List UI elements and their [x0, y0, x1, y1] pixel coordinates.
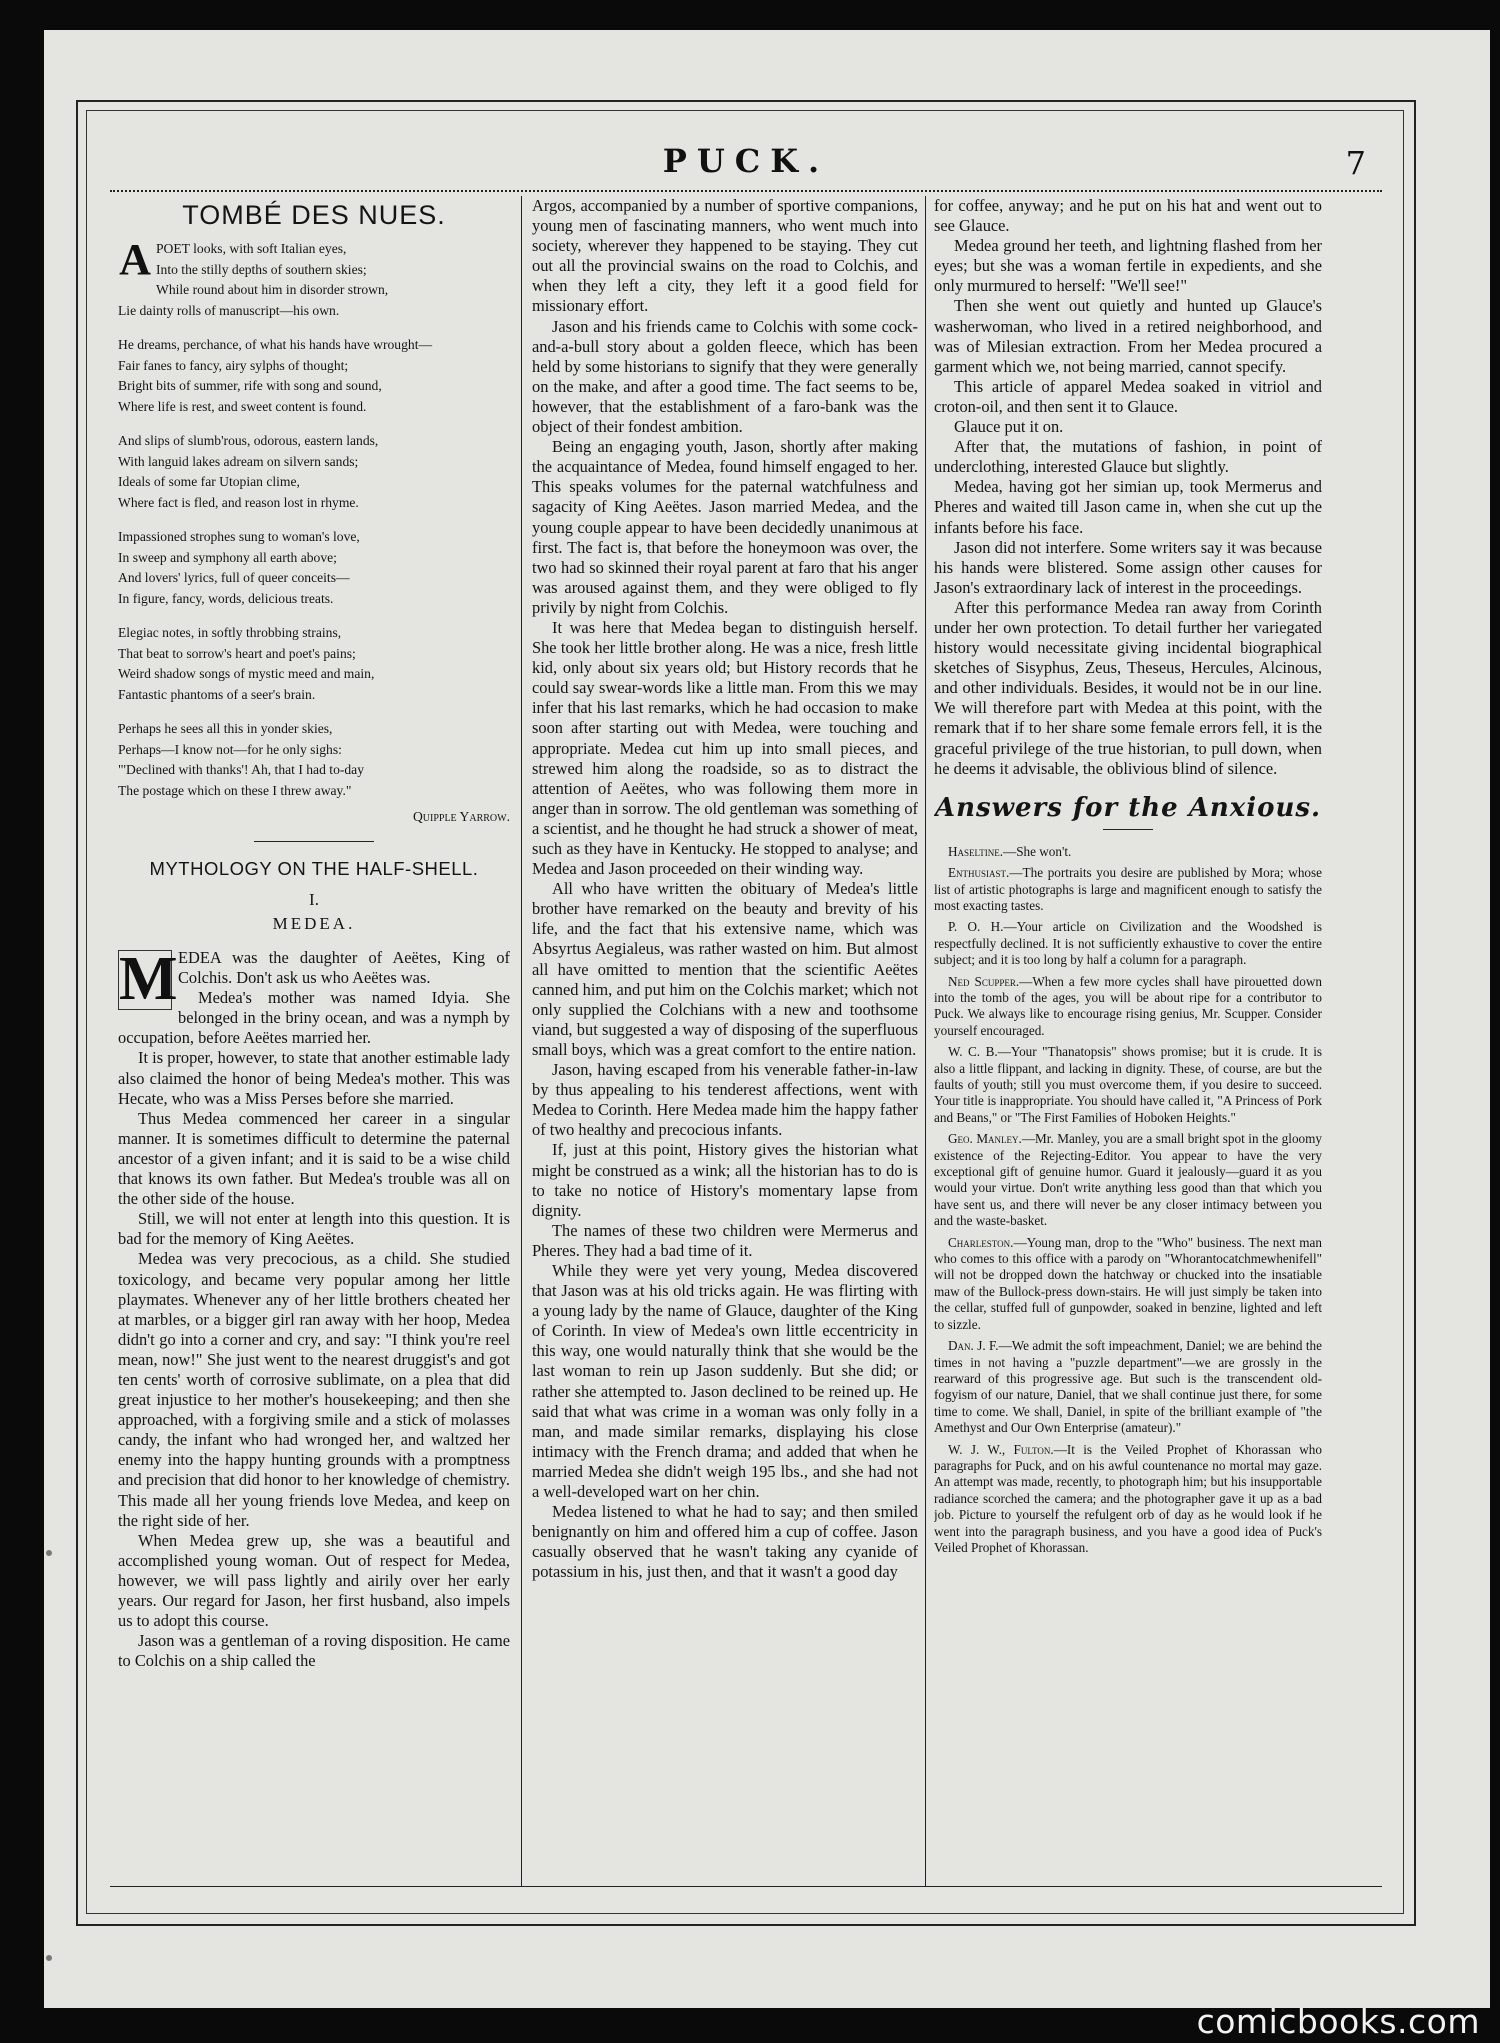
answer-text: —When a few more cycles shall have pirouetted down into the tomb of the ages, you will be about ripe for a contributor to Puck. We always like to encourage rising genius, Mr. Scupper. Consider yourself encouraged. — [934, 973, 1322, 1038]
article-paragraph — [118, 1209, 510, 1249]
masthead-title: PUCK. — [662, 142, 830, 180]
answers-rule — [1103, 829, 1153, 830]
article-paragraph — [934, 437, 1322, 477]
paragraph-text: The names of these two children were Mermerus and Pheres. They had a bad time of it. — [532, 1220, 918, 1260]
poem-line-text: Ideals of some far Utopian clime, — [118, 474, 300, 489]
poem-line-text: Where fact is fled, and reason lost in rhyme. — [118, 494, 359, 510]
poem-line-text: That beat to sorrow's heart and poet's pains; — [118, 645, 356, 661]
poem-title: TOMBÉ DES NUES. — [182, 200, 446, 230]
poem-line-text: With languid lakes adream on silvern sands; — [118, 453, 359, 469]
article-paragraph — [934, 377, 1322, 417]
answer-text: —Your article on Civilization and the Woodshed is respectfully declined. It is not sufficiently exhaustive to cover the entire subject; and it is too long by half a column for a paragraph. — [934, 919, 1322, 968]
paragraph-text: Medea listened to what he had to say; and then smiled benignantly on him and offered him a cup of coffee. Jason casually observed that he wasn't taking any cyanide of potassium in his, just then, and that it wasn't a good day — [532, 1502, 918, 1582]
article-paragraph — [934, 196, 1322, 236]
paragraph-text: When Medea grew up, she was a beautiful and accomplished young woman. Out of respect for Medea, however, we will pass lightly and airily over her early years. Our regard for Jason, her first husband, also impels us to adopt this course. — [118, 1530, 510, 1631]
answers-title: Answers for the Anxious. — [934, 792, 1322, 823]
answer-item — [934, 844, 1322, 860]
binding-hole — [46, 1955, 52, 1961]
paragraph-text: Glauce put it on. — [954, 417, 1064, 437]
watermark: comicbooks.com — [1196, 2002, 1480, 2041]
poem-line-text: In sweep and symphony all earth above; — [118, 549, 337, 565]
article-number: I. — [309, 890, 319, 909]
answer-recipient: P. O. H. — [948, 919, 1004, 935]
answer-text: —Young man, drop to the "Who" business. The next man who comes to this office with a parody on "Whorantocatchmewhenifell" will not be dropped down the hatchway or chucked into the insatiable maw of the Bullock-press down-stairs. He will just simply be taken into the cellar, stuffed full of gunpowder, soaked in benzine, lighted and left to sizzle. — [934, 1234, 1322, 1332]
poem-line — [118, 781, 510, 802]
poem-line — [118, 527, 510, 548]
answer-recipient: Enthusiast. — [948, 865, 1010, 881]
paragraph-text: Argos, accompanied by a number of sportive companions, young men of fascinating manners, who went much into society, wherever they happened to be staying. They cut out all the provincial swains on the road to Colchis, and when they left a city, they left it a good field for missionary effort. — [532, 196, 918, 316]
poem-line — [118, 472, 510, 493]
paragraph-text: Medea, having got her simian up, took Mermerus and Pheres and waited till Jason came in, when she cut up the infants before his face. — [934, 477, 1322, 537]
poem-line-text: Weird shadow songs of mystic meed and main, — [118, 666, 375, 681]
answer-text: —She won't. — [1003, 843, 1072, 859]
paragraph-text: EDEA was the daughter of Aeëtes, King of Colchis. Don't ask us who Aeëtes was. — [178, 948, 510, 988]
answer-item — [934, 1338, 1322, 1436]
article-paragraph — [934, 236, 1322, 296]
article-subtitle: MEDEA. — [272, 914, 356, 933]
article-paragraph — [532, 437, 918, 618]
paragraph-text: This article of apparel Medea soaked in vitriol and croton-oil, and then sent it to Glauce. — [934, 376, 1322, 416]
article-title: MYTHOLOGY ON THE HALF-SHELL. — [149, 858, 479, 879]
answer-text: —We admit the soft impeachment, Daniel; we are behind the times in not having a "puzzle department"—we are grossly in the rearward of this progressive age. But such is the transcendent old-fogyism of our nature, Daniel, that we shall continue just there, for some time to come. We shall, Daniel, in spite of the brilliant example of "the Amethyst and Our Own Enterprise (amateur)." — [934, 1338, 1322, 1436]
answer-text: —Your "Thanatopsis" shows promise; but it is crude. It is also a little flippant, and lacking in dignity. These, of course, are but the faults of youth; still you must overcome them, if you desire to succeed. Your title is inappropriate. You should have called it, "A Princess of Pork and Beans," or "The First Families of Hoboken Heights." — [934, 1044, 1322, 1125]
article-text-col1 — [118, 945, 510, 1671]
poem-line-text: Perhaps—I know not—for he only sighs: — [118, 741, 342, 757]
column-1 — [118, 196, 510, 1886]
poem-stanza — [118, 335, 510, 417]
article-text-col3 — [934, 196, 1322, 779]
poem-line-text: While round about him in disorder strown, — [156, 282, 389, 297]
poem-signature: Quipple Yarrow. — [412, 809, 510, 824]
paragraph-text: It is proper, however, to state that another estimable lady also claimed the honor of being Medea's mother. This was Hecate, who was a Miss Perses before she married. — [118, 1048, 510, 1108]
poem-line-text: Impassioned strophes sung to woman's love, — [118, 529, 360, 544]
article-paragraph — [118, 1531, 510, 1631]
answer-recipient: W. J. W., Fulton. — [948, 1441, 1054, 1457]
poem-line-text: Where life is rest, and sweet content is found. — [118, 398, 367, 414]
poem-line — [118, 239, 510, 260]
poem-line — [118, 740, 510, 761]
answer-recipient: W. C. B. — [948, 1044, 998, 1060]
drop-cap: M — [119, 945, 178, 1013]
article-paragraph — [532, 1261, 918, 1502]
poem-line — [118, 685, 510, 706]
poem-line-text: Fantastic phantoms of a seer's brain. — [118, 686, 316, 702]
article-paragraph — [532, 317, 918, 438]
paragraph-text: Jason, having escaped from his venerable father-in-law by thus appealing to his tenderest affections, went with Medea to Corinth. Here Medea made him the happy father of two healthy and precocious infants. — [532, 1060, 918, 1140]
poem-line — [118, 301, 510, 322]
paragraph-text: Jason and his friends came to Colchis with some cock-and-a-bull story about a golden fleece, which has been held by some historians to signify that they were generally on the make, and after a good time. The fact seems to be, however, that the establishment of a faro-bank was the object of their fondest ambition. — [532, 316, 918, 437]
poem-body — [118, 235, 510, 801]
poem-line — [118, 376, 510, 397]
article-paragraph — [934, 417, 1322, 437]
poem-line — [118, 664, 510, 685]
paragraph-text: All who have written the obituary of Medea's little brother have remarked on the beauty and brevity of his life, and the fact that his extensive name, which was Absyrtus Aegialeus, was rather wasted on him. But almost all have omitted to mention that the scientific Aeëtes canned him, and put him on the Colchis market; which not only supplied the Colchians with a new and toothsome viand, but suggested a way of disposing of the superfluous small boys, which was a great comfort to the entire nation. — [532, 879, 918, 1059]
poem-line-text: Perhaps he sees all this in yonder skies, — [118, 721, 333, 736]
poem-line-text: And lovers' lyrics, full of queer conceits— — [118, 570, 350, 585]
poem-line — [118, 280, 510, 301]
article-paragraph — [532, 618, 918, 879]
article-paragraph — [118, 1249, 510, 1530]
poem-line-text: He dreams, perchance, of what his hands have wrought— — [118, 337, 433, 352]
poem-line-text: The postage which on these I threw away." — [118, 782, 352, 798]
paragraph-text: It was here that Medea began to distinguish herself. She took her little brother along. He was a nice, fresh little kid, only about six years old; but History records that he could say swear-words like a little man. From this we may infer that his last remarks, which he had occasion to make soon after starting out with Medea, were touching and appropriate. Medea cut him up into small pieces, and strewed him along the roadside, so as to distract the attention of Aeëtes, who was following them more in anger than in sorrow. The old gentleman was something of a scientist, and he thought he had struck a shower of meat, such as they have in Kentucky. He stopped to analyse; and Medea and Jason proceeded on their winding way. — [532, 617, 918, 879]
column-divider — [925, 196, 926, 1886]
header-rule — [110, 190, 1382, 192]
poem-stanza — [118, 235, 510, 321]
poem-stanza — [118, 527, 510, 609]
poem-line — [118, 356, 510, 377]
poem-line-text: Into the stilly depths of southern skies; — [156, 261, 367, 277]
poem-line — [118, 493, 510, 514]
answer-recipient: Geo. Manley. — [948, 1131, 1022, 1147]
poem-stanza — [118, 431, 510, 513]
answer-recipient: Dan. J. F. — [948, 1338, 999, 1354]
article-paragraph — [532, 1060, 918, 1140]
answer-text: —Mr. Manley, you are a small bright spot in the gloomy existence of the Rejecting-Editor. You appear to have the very exceptional gift of genuine humor. Guard it jealously—guard it as you would your virtue. Don't write anything less good than that which you have sent us, and there will never be any closer intimacy between you and the waste-basket. — [934, 1131, 1322, 1229]
answer-item — [934, 974, 1322, 1040]
paragraph-text: Medea ground her teeth, and lightning flashed from her eyes; but she was a woman fertile in expedients, and she only murmured to herself: "We'll see!" — [934, 236, 1322, 296]
poem-line-text: Lie dainty rolls of manuscript—his own. — [118, 302, 340, 318]
answer-item — [934, 919, 1322, 968]
answer-recipient: Charleston. — [948, 1234, 1014, 1250]
poem-line-text: In figure, fancy, words, delicious treats. — [118, 590, 334, 606]
poem-stanza — [118, 623, 510, 705]
article-paragraph — [532, 1140, 918, 1220]
poem-line — [118, 719, 510, 740]
answer-item — [934, 865, 1322, 914]
article-text-col2 — [532, 196, 918, 1582]
answer-text: —It is the Veiled Prophet of Khorassan who paragraphs for Puck, and on his awful countenance no mortal may gaze. An attempt was made, recently, to photograph him; but his insupportable radiance scorched the camera; and the photographer gave it up as a bad job. Picture to yourself the refulgent orb of day as he would look if he went into the paragraph business, and you have a good idea of Puck's Veiled Prophet of Khorassan. — [934, 1441, 1322, 1555]
article-paragraph — [118, 1109, 510, 1209]
poem-line-text: Elegiac notes, in softly throbbing strains, — [118, 625, 342, 640]
paragraph-text: Then she went out quietly and hunted up Glauce's washerwoman, who lived in a retired neighborhood, and was of Milesian extraction. From her Medea procured a garment which we, not being married, cannot specify. — [934, 296, 1322, 376]
poem-line — [118, 623, 510, 644]
article-paragraph — [532, 196, 918, 317]
answer-text: —The portraits you desire are published by Mora; whose list of artistic photographs is large and magnificent enough to satisfy the most exacting tastes. — [934, 865, 1322, 913]
poem-line-text: And slips of slumb'rous, odorous, eastern lands, — [118, 433, 379, 448]
answer-recipient: Ned Scupper. — [948, 973, 1020, 989]
paragraph-text: Jason was a gentleman of a roving disposition. He came to Colchis on a ship called the — [118, 1631, 510, 1671]
poem-line — [118, 431, 510, 452]
poem-line — [118, 760, 510, 781]
answer-item — [934, 1044, 1322, 1126]
article-paragraph — [532, 1502, 918, 1582]
paragraph-text: for coffee, anyway; and he put on his hat and went out to see Glauce. — [934, 196, 1322, 236]
answers-list — [934, 844, 1322, 1557]
poem-line — [118, 644, 510, 665]
answer-recipient: Haseltine. — [948, 843, 1003, 859]
paragraph-text: After that, the mutations of fashion, in point of underclothing, interested Glauce but slightly. — [934, 437, 1322, 477]
article-paragraph — [118, 1631, 510, 1671]
poem-line-text: Bright bits of summer, rife with song and sound, — [118, 378, 382, 393]
poem-line-text: Fair fanes to fancy, airy sylphs of thought; — [118, 357, 349, 373]
column-2 — [532, 196, 918, 1886]
article-paragraph — [532, 1221, 918, 1261]
bottom-rule — [110, 1886, 1382, 1887]
poem-line-text: POET looks, with soft Italian eyes, — [156, 241, 347, 256]
paragraph-text: Being an engaging youth, Jason, shortly after making the acquaintance of Medea, found himself engaged to her. This speaks volumes for the paternal watchfulness and sagacity of King Aeëtes. Jason married Medea, and the young couple appear to have been decidedly unanimous at first. The fact is, that before the honeymoon was over, the two had so skinned their royal parent at faro that his anger was aroused against them, and they were obliged to fly privily by night from Colchis. — [532, 437, 918, 617]
poem-line — [118, 568, 510, 589]
page-header — [110, 142, 1382, 192]
section-rule — [254, 841, 374, 842]
poem-line — [118, 452, 510, 473]
article-paragraph — [934, 296, 1322, 376]
answer-item — [934, 1235, 1322, 1333]
article-paragraph — [532, 879, 918, 1060]
article-paragraph — [934, 598, 1322, 779]
answer-item — [934, 1131, 1322, 1229]
paragraph-text: While they were yet very young, Medea discovered that Jason was at his old tricks again. He was flirting with a young lady by the name of Glauce, daughter of the King of Corinth. In view of Medea's own little eccentricity in this way, one would naturally think that she would be the last woman to rein up Jason suddenly. But she did; or rather she attempted to. Jason declined to be reined up. He said that what was crime in a woman was only folly in a man, and made similar remarks, displaying his close intimacy with the French drama; and added that when he married Medea she didn't weigh 195 lbs., and she had not a well-developed wart on her chin. — [532, 1260, 918, 1501]
poem-line — [118, 589, 510, 610]
paragraph-text: If, just at this point, History gives the historian what might be construed as a wink; all the historian has to do is to take no notice of History's momentary lapse from dignity. — [532, 1140, 918, 1220]
article-paragraph — [934, 477, 1322, 537]
paragraph-text: Medea's mother was named Idyia. She belonged in the briny ocean, and was a nymph by occupation, before Aeëtes married her. — [118, 988, 510, 1048]
article-paragraph — [118, 1048, 510, 1108]
paragraph-text: Medea was very precocious, as a child. She studied toxicology, and became very popular among her little playmates. Whenever any of her little brothers cheated her at marbles, or a bigger girl ran away with her hoop, Medea didn't go into a corner and cry, and say: "I think you're reel mean, now!" She just went to the nearest druggist's and got ten cents' worth of corrosive sublimate, on a plea that did great injustice to her mother's housekeeping; and then she approached, with a forgiving smile and a stick of molasses candy, the infant who had wronged her, and waltzed her enemy into the happy hunting grounds with a promptness and precision that did honor to her knowledge of chemistry. This made all her young friends love Medea, and keep on the right side of her. — [118, 1249, 510, 1530]
poem-line — [118, 335, 510, 356]
article-paragraph — [118, 945, 510, 1013]
drop-cap: A — [119, 235, 151, 284]
column-divider — [521, 196, 522, 1886]
paragraph-text: Thus Medea commenced her career in a singular manner. It is sometimes difficult to determine the paternal ancestor of a given infant; and it is said to be a wise child that knows its own father. But Medea's trouble was all on the other side of the house. — [118, 1108, 510, 1209]
poem-line — [118, 260, 510, 281]
column-3 — [934, 196, 1322, 1886]
poem-line — [118, 548, 510, 569]
paragraph-text: Jason did not interfere. Some writers say it was because his hands were blistered. Some assign other causes for Jason's extraordinary lack of interest in the proceedings. — [934, 537, 1322, 597]
poem-stanza — [118, 719, 510, 801]
article-paragraph — [934, 538, 1322, 598]
poem-line — [118, 397, 510, 418]
paragraph-text: Still, we will not enter at length into this question. It is bad for the memory of King Aeëtes. — [118, 1209, 510, 1249]
poem-line-text: "'Declined with thanks'! Ah, that I had to-day — [118, 762, 365, 777]
answer-item — [934, 1442, 1322, 1557]
page-number: 7 — [1345, 144, 1366, 182]
binding-hole — [46, 1550, 52, 1556]
paragraph-text: After this performance Medea ran away from Corinth under her own protection. To detail further her variegated history would necessitate giving incidental biographical sketches of Sisyphus, Zeus, Theseus, Hercules, Alcinous, and other individuals. Besides, it would not be in our line. We will therefore part with Medea at this point, with the remark that if to her share some female errors fell, it is the graceful privilege of the true historian, to pull down, when he deems it advisable, the oblivious blind of silence. — [934, 597, 1322, 778]
